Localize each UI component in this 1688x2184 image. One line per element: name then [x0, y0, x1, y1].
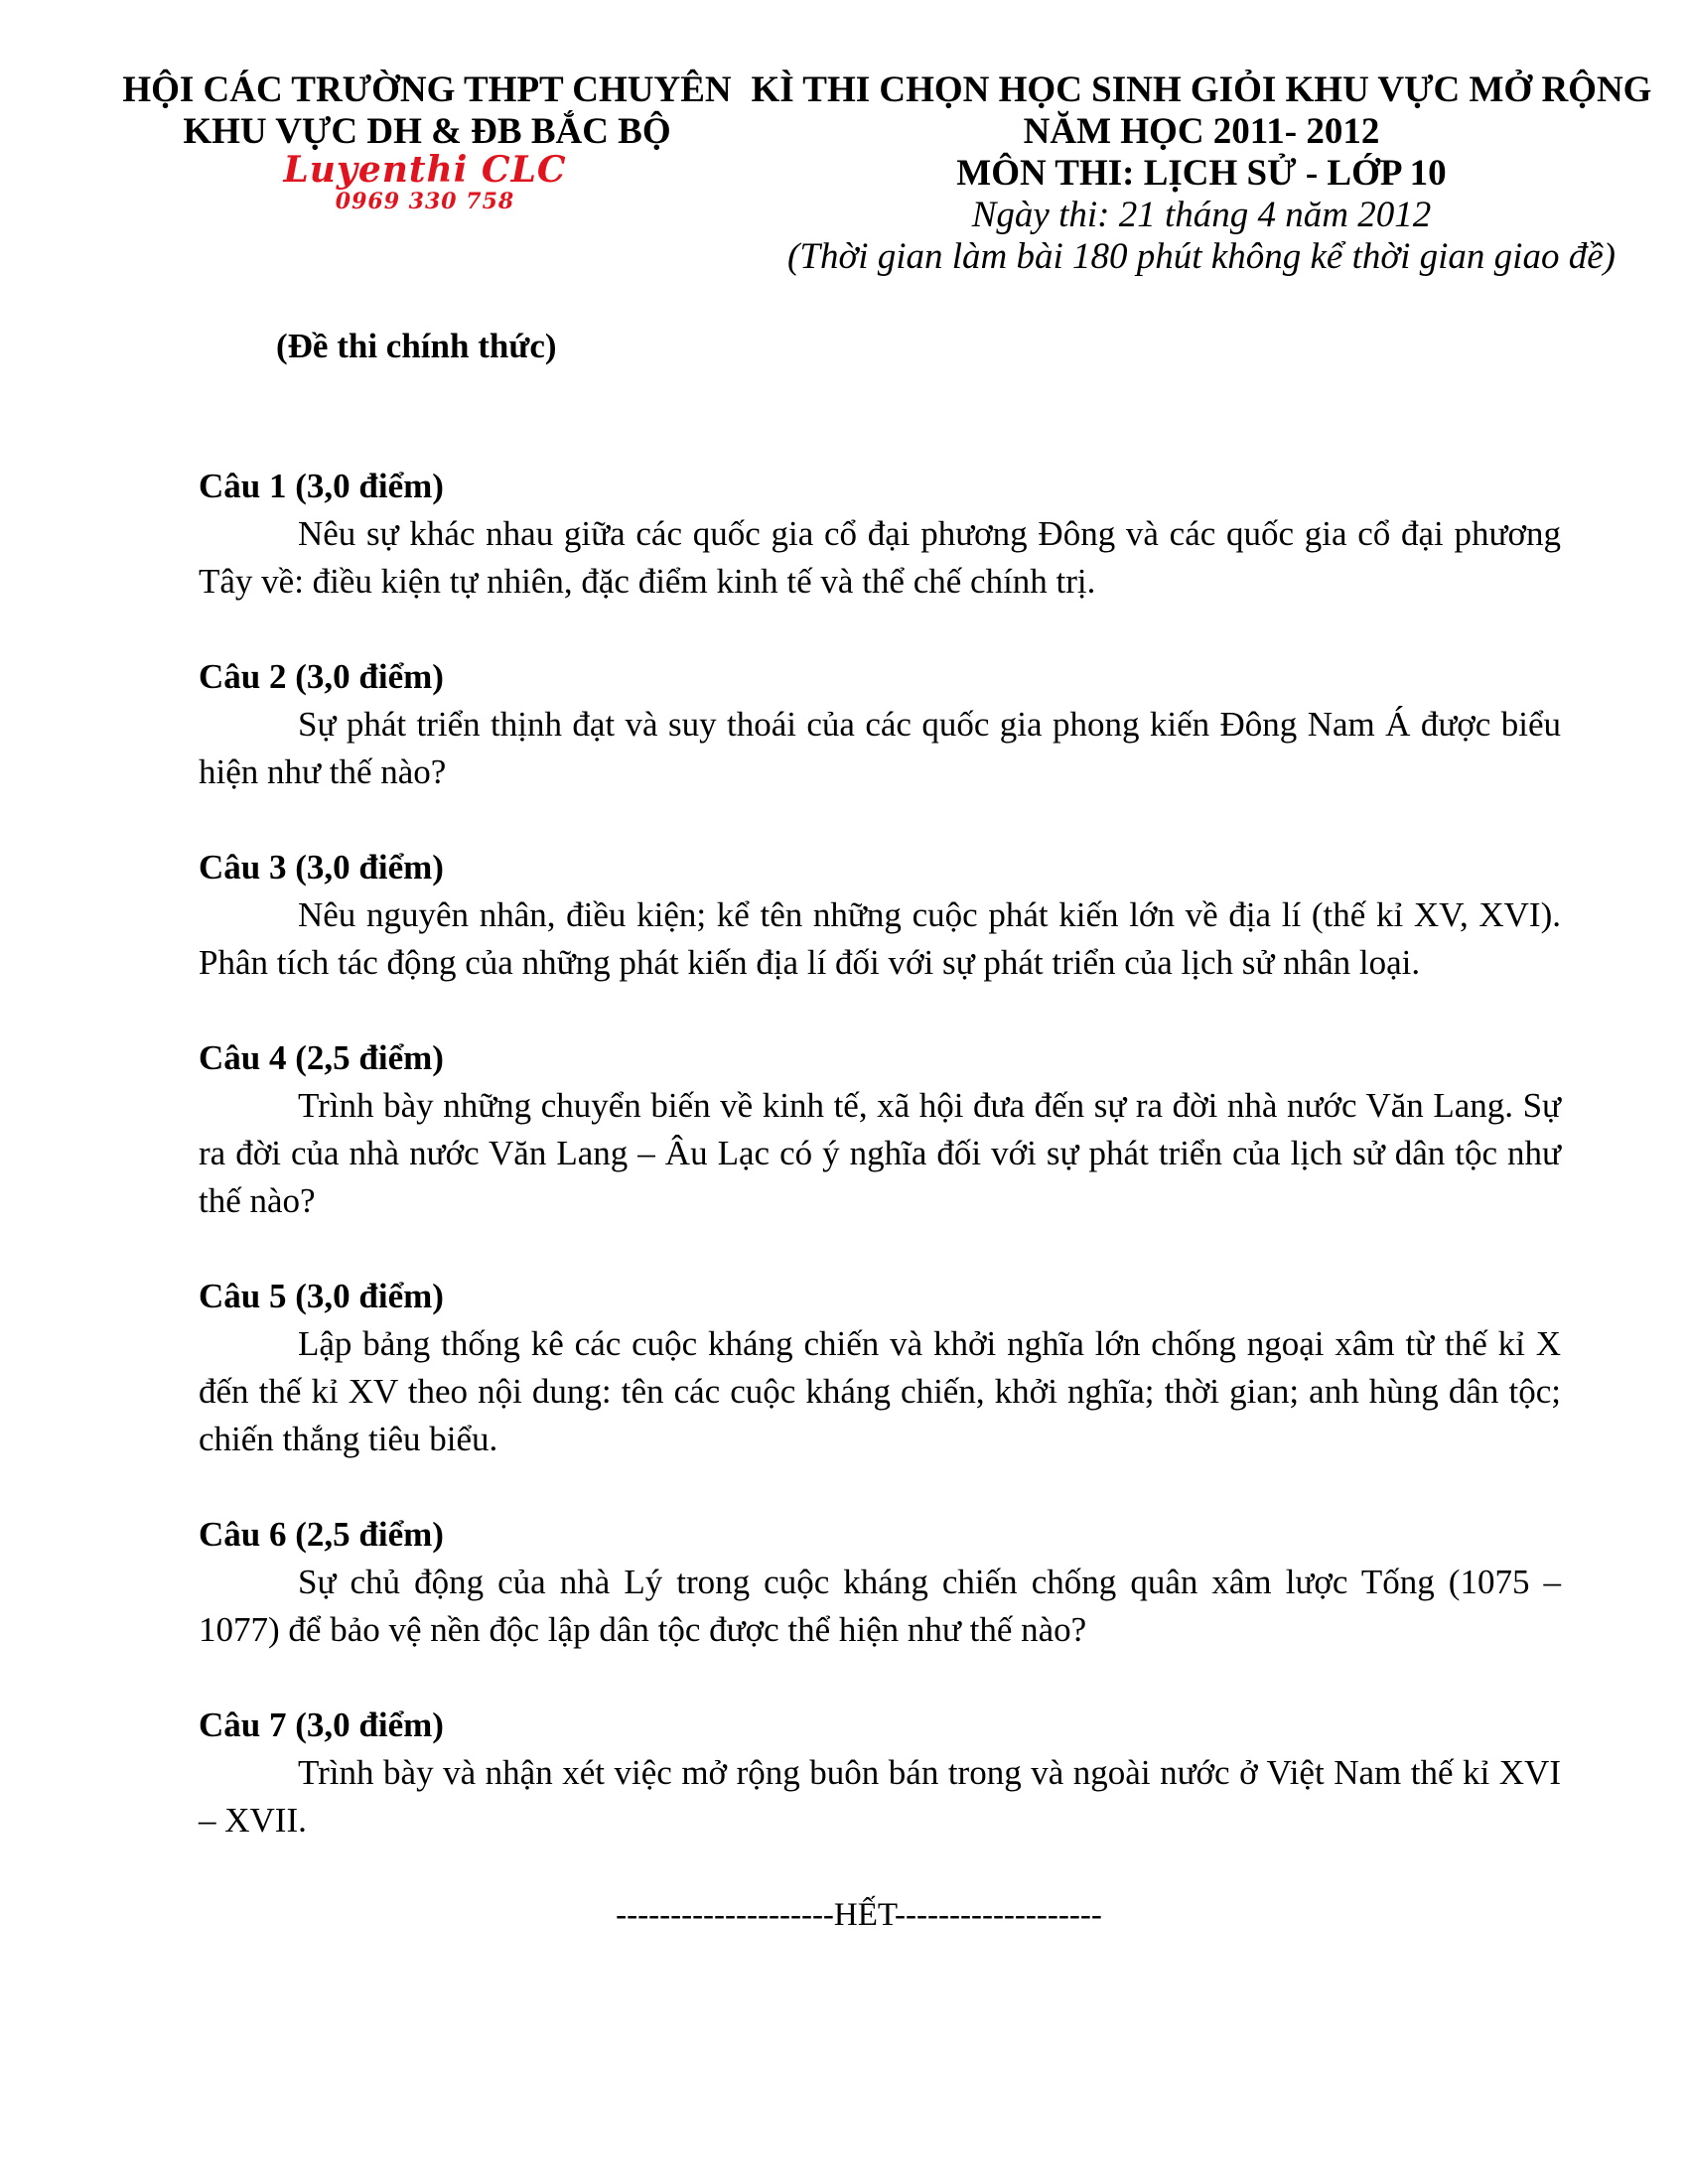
question-title: Câu 2 (3,0 điểm) — [199, 657, 444, 696]
question-3 — [199, 844, 1561, 987]
exam-date: Ngày thi: 21 tháng 4 năm 2012 — [971, 195, 1432, 235]
exam-subject: MÔN THI: LỊCH SỬ - LỚP 10 — [956, 153, 1447, 194]
question-6 — [199, 1511, 1561, 1654]
question-text: Lập bảng thống kê các cuộc kháng chiến và khởi nghĩa lớn chống ngoại xâm từ thế kỉ X đến thế kỉ XV theo nội dung: tên các cuộc kháng chiến, khởi nghĩa; thời gian; anh hùng dân tộc; chiến thắng tiêu biểu. — [199, 1324, 1561, 1458]
organizer-line-2: KHU VỰC DH & ĐB BẮC BỘ — [183, 111, 671, 152]
watermark-logo — [266, 151, 584, 214]
end-marker: --------------------HẾT------------------- — [616, 1897, 1102, 1933]
exam-header — [740, 69, 1663, 278]
question-1 — [199, 463, 1561, 606]
question-title: Câu 3 (3,0 điểm) — [199, 848, 444, 887]
question-text: Nêu sự khác nhau giữa các quốc gia cổ đại phương Đông và các quốc gia cổ đại phương Tây về: điều kiện tự nhiên, đặc điểm kinh tế và thể chế chính trị. — [199, 514, 1561, 601]
organizer-header — [99, 69, 755, 153]
question-4 — [199, 1034, 1561, 1225]
logo-phone: 0969 330 758 — [335, 189, 515, 214]
question-title: Câu 4 (2,5 điểm) — [199, 1038, 444, 1077]
question-7 — [199, 1702, 1561, 1844]
question-text: Trình bày và nhận xét việc mở rộng buôn bán trong và ngoài nước ở Việt Nam thế kỉ XVI – XVII. — [199, 1753, 1561, 1840]
question-title: Câu 1 (3,0 điểm) — [199, 467, 444, 505]
exam-duration: (Thời gian làm bài 180 phút không kể thời gian giao đề) — [787, 236, 1616, 277]
question-title: Câu 7 (3,0 điểm) — [199, 1706, 444, 1744]
question-title: Câu 6 (2,5 điểm) — [199, 1515, 444, 1554]
school-year: NĂM HỌC 2011- 2012 — [1023, 111, 1380, 152]
question-text: Sự phát triển thịnh đạt và suy thoái của các quốc gia phong kiến Đông Nam Á được biểu hiện như thế nào? — [199, 705, 1561, 791]
question-5 — [199, 1273, 1561, 1463]
question-title: Câu 5 (3,0 điểm) — [199, 1277, 444, 1315]
question-text: Nêu nguyên nhân, điều kiện; kể tên những cuộc phát kiến lớn về địa lí (thế kỉ XV, XVI). Phân tích tác động của những phát kiến địa lí đối với sự phát triển của lịch sử nhân loại. — [199, 895, 1561, 982]
exam-title: KÌ THI CHỌN HỌC SINH GIỎI KHU VỰC MỞ RỘNG — [751, 69, 1652, 110]
question-text: Trình bày những chuyển biến về kinh tế, xã hội đưa đến sự ra đời nhà nước Văn Lang. Sự ra đời của nhà nước Văn Lang – Âu Lạc có ý nghĩa đối với sự phát triển của lịch sử dân tộc như thế nào? — [199, 1086, 1561, 1220]
question-list — [199, 463, 1561, 1892]
logo-name: Luyenthi CLC — [283, 149, 567, 191]
question-2 — [199, 653, 1561, 796]
official-exam-label: (Đề thi chính thức) — [276, 327, 557, 365]
question-text: Sự chủ động của nhà Lý trong cuộc kháng chiến chống quân xâm lược Tống (1075 – 1077) để bảo vệ nền độc lập dân tộc được thể hiện như thế nào? — [199, 1563, 1561, 1649]
organizer-line-1: HỘI CÁC TRƯỜNG THPT CHUYÊN — [122, 69, 732, 110]
